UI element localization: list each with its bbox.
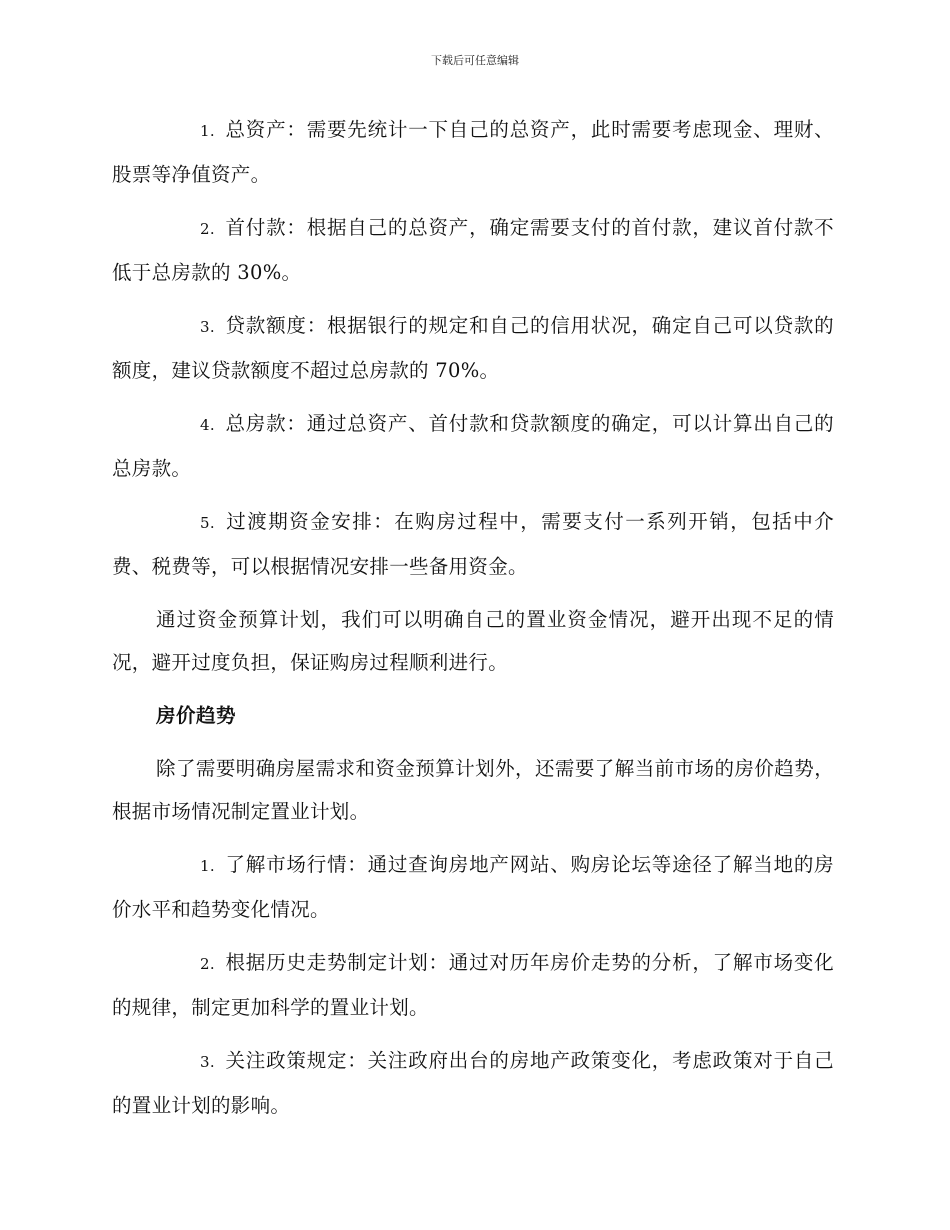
list-text: 总资产：需要先统计一下自己的总资产，此时需要考虑现金、理财、股票等净值资产。 — [112, 118, 834, 186]
list-text: 总房款：通过总资产、首付款和贷款额度的确定，可以计算出自己的总房款。 — [112, 412, 834, 480]
list-item — [112, 304, 834, 392]
list-number: 2. — [200, 220, 215, 238]
list-number: 5. — [200, 514, 215, 532]
list-text: 关注政策规定：关注政府出台的房地产政策变化，考虑政策对于自己的置业计划的影响。 — [112, 1049, 834, 1117]
list-item — [112, 108, 834, 196]
list-number: 1. — [200, 857, 215, 875]
section-heading: 房价趋势 — [156, 704, 237, 727]
list-item — [112, 1039, 834, 1127]
list-text: 贷款额度：根据银行的规定和自己的信用状况，确定自己可以贷款的额度，建议贷款额度不超过总房款的 70%。 — [112, 314, 834, 382]
summary-paragraph: 通过资金预算计划，我们可以明确自己的置业资金情况，避开出现不足的情况，避开过度负担，保证购房过程顺利进行。 — [112, 608, 834, 674]
list-number: 2. — [200, 955, 215, 973]
list-text: 根据历史走势制定计划：通过对历年房价走势的分析，了解市场变化的规律，制定更加科学的置业计划。 — [112, 951, 834, 1019]
list-number: 4. — [200, 416, 215, 434]
section-intro: 除了需要明确房屋需求和资金预算计划外，还需要了解当前市场的房价趋势，根据市场情况制定置业计划。 — [112, 757, 834, 823]
list-text: 了解市场行情：通过查询房地产网站、购房论坛等途径了解当地的房价水平和趋势变化情况。 — [112, 853, 834, 921]
list-number: 1. — [200, 122, 215, 140]
list-number: 3. — [200, 1053, 215, 1071]
document-body — [112, 108, 834, 1137]
list-item — [112, 206, 834, 294]
list-number: 3. — [200, 318, 215, 336]
page-header: 下载后可任意编辑 — [431, 54, 519, 67]
list-text: 首付款：根据自己的总资产，确定需要支付的首付款，建议首付款不低于总房款的 30%。 — [112, 216, 834, 284]
list-item — [112, 402, 834, 490]
list-item — [112, 500, 834, 588]
list-item — [112, 843, 834, 931]
list-text: 过渡期资金安排：在购房过程中，需要支付一系列开销，包括中介费、税费等，可以根据情况安排一些备用资金。 — [112, 510, 834, 578]
list-item — [112, 941, 834, 1029]
